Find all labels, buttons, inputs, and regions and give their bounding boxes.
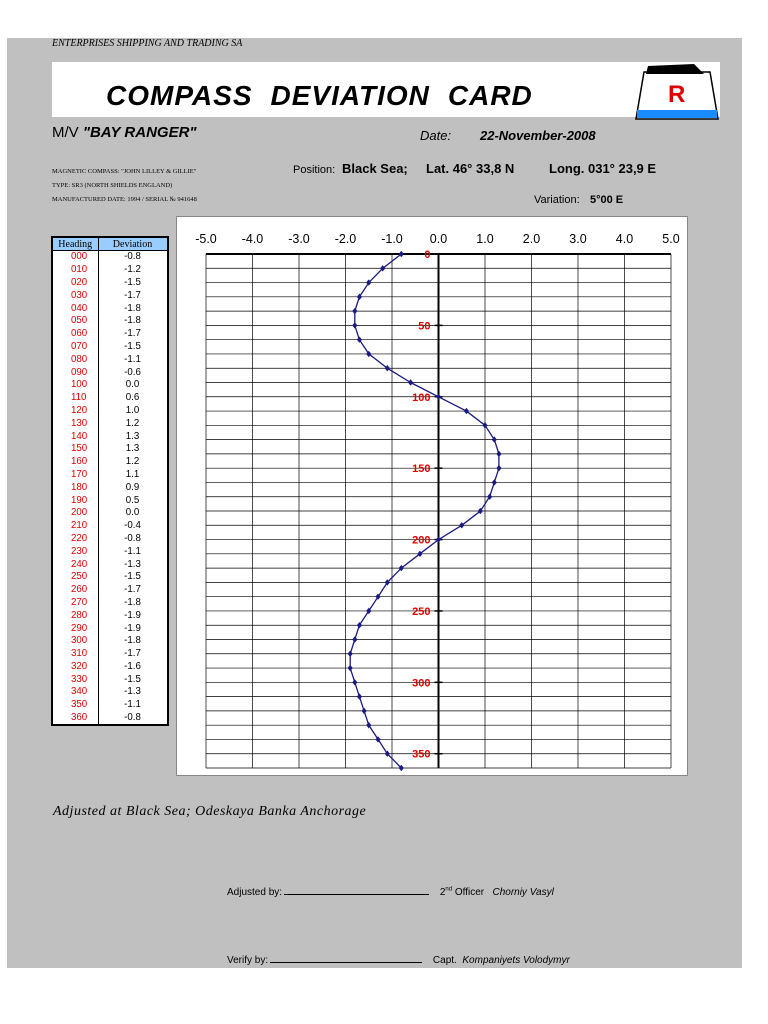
x-tick-label: -1.0: [381, 232, 403, 246]
deviation-cell: 1.3: [98, 443, 168, 456]
x-tick-label: 4.0: [615, 232, 634, 246]
chart-frame: [177, 217, 688, 776]
table-row: [52, 469, 168, 482]
table-row: [52, 456, 168, 469]
table-row: [52, 289, 168, 302]
heading-cell: 320: [52, 661, 98, 674]
deviation-cell: 1.2: [98, 456, 168, 469]
heading-cell: 070: [52, 341, 98, 354]
heading-cell: 150: [52, 443, 98, 456]
y-tick-label: 300: [412, 677, 431, 690]
adjusted-by-signature: [227, 885, 554, 898]
heading-cell: 030: [52, 289, 98, 302]
deviation-cell: -1.7: [98, 648, 168, 661]
date-value: 22-November-2008: [480, 128, 596, 143]
verify-by-rank: Capt.: [432, 955, 457, 966]
deviation-cell: -1.3: [98, 686, 168, 699]
table-row: [52, 571, 168, 584]
deviation-cell: -1.6: [98, 661, 168, 674]
y-tick-label: 150: [412, 463, 431, 476]
adjusted-by-name: Chorniy Vasyl: [492, 887, 554, 898]
variation-label: Variation:: [534, 194, 580, 206]
heading-cell: 190: [52, 494, 98, 507]
heading-cell: 090: [52, 366, 98, 379]
heading-cell: 000: [52, 251, 98, 264]
deviation-column-header: Deviation: [98, 237, 168, 251]
deviation-cell: -0.8: [98, 533, 168, 546]
heading-cell: 130: [52, 417, 98, 430]
deviation-cell: -1.8: [98, 635, 168, 648]
table-row: [52, 443, 168, 456]
table-row: [52, 353, 168, 366]
company-name: ENTERPRISES SHIPPING AND TRADING SA: [52, 38, 243, 49]
position-label: Position:: [293, 164, 336, 176]
deviation-cell: -1.1: [98, 353, 168, 366]
heading-cell: 290: [52, 622, 98, 635]
heading-cell: 350: [52, 699, 98, 712]
deviation-cell: 1.1: [98, 469, 168, 482]
table-row: [52, 264, 168, 277]
deviation-cell: -1.5: [98, 571, 168, 584]
deviation-cell: -1.1: [98, 699, 168, 712]
title-word-2: DEVIATION: [270, 80, 430, 111]
x-tick-label: 5.0: [662, 232, 680, 246]
table-row: [52, 648, 168, 661]
deviation-cell: -1.7: [98, 328, 168, 341]
card-title: [106, 80, 551, 112]
deviation-cell: 0.0: [98, 507, 168, 520]
deviation-cell: 0.9: [98, 481, 168, 494]
deviation-cell: -1.5: [98, 673, 168, 686]
longitude: Long. 031° 23,9 E: [549, 161, 657, 176]
deviation-cell: -1.3: [98, 558, 168, 571]
table-row: [52, 430, 168, 443]
deviation-cell: 0.6: [98, 392, 168, 405]
heading-cell: 260: [52, 584, 98, 597]
deviation-cell: -1.7: [98, 584, 168, 597]
x-tick-label: 3.0: [569, 232, 587, 246]
table-row: [52, 277, 168, 290]
heading-column-header: Heading: [52, 237, 98, 251]
table-row: [52, 520, 168, 533]
heading-cell: 020: [52, 277, 98, 290]
heading-cell: 340: [52, 686, 98, 699]
verify-by-name: Kompaniyets Volodymyr: [462, 955, 570, 966]
table-row: [52, 405, 168, 418]
heading-cell: 140: [52, 430, 98, 443]
deviation-cell: -1.2: [98, 264, 168, 277]
deviation-cell: -0.6: [98, 366, 168, 379]
deviation-cell: -1.5: [98, 277, 168, 290]
heading-cell: 280: [52, 609, 98, 622]
deviation-cell: 0.0: [98, 379, 168, 392]
position-value: Black Sea;: [342, 161, 408, 176]
table-row: [52, 417, 168, 430]
table-row: [52, 379, 168, 392]
table-row: [52, 481, 168, 494]
deviation-cell: -1.9: [98, 622, 168, 635]
deviation-table: [51, 236, 169, 726]
heading-cell: 360: [52, 712, 98, 726]
heading-cell: 120: [52, 405, 98, 418]
deviation-cell: -0.8: [98, 251, 168, 264]
y-tick-label: 350: [412, 748, 431, 761]
deviation-cell: -1.8: [98, 302, 168, 315]
deviation-cell: 1.2: [98, 417, 168, 430]
table-row: [52, 341, 168, 354]
deviation-cell: 1.3: [98, 430, 168, 443]
logo-letter: R: [668, 81, 686, 108]
date-label: Date:: [420, 128, 452, 143]
deviation-cell: -1.8: [98, 315, 168, 328]
deviation-cell: -1.8: [98, 597, 168, 610]
adjusted-by-rank: 2nd Officer: [439, 886, 485, 898]
heading-cell: 210: [52, 520, 98, 533]
deviation-cell: -1.1: [98, 545, 168, 558]
heading-cell: 300: [52, 635, 98, 648]
deviation-cell: 0.5: [98, 494, 168, 507]
table-row: [52, 597, 168, 610]
deviation-cell: -0.8: [98, 712, 168, 726]
company-logo: [634, 62, 720, 122]
variation-value: 5°00 E: [590, 194, 624, 206]
deviation-cell: -1.5: [98, 341, 168, 354]
heading-cell: 100: [52, 379, 98, 392]
verify-by-signature: [227, 953, 570, 966]
table-row: [52, 584, 168, 597]
heading-cell: 250: [52, 571, 98, 584]
x-tick-label: -3.0: [288, 232, 310, 246]
x-tick-label: -4.0: [241, 232, 264, 246]
table-row: [52, 494, 168, 507]
table-row: [52, 302, 168, 315]
y-tick-label: 250: [412, 605, 431, 618]
title-word-3: CARD: [447, 80, 533, 111]
deviation-chart: [176, 216, 688, 776]
heading-cell: 310: [52, 648, 98, 661]
y-tick-label: 50: [418, 320, 431, 333]
heading-cell: 010: [52, 264, 98, 277]
y-tick-label: 0: [424, 249, 431, 261]
x-tick-label: -5.0: [195, 232, 217, 246]
deviation-cell: 1.0: [98, 405, 168, 418]
table-row: [52, 661, 168, 674]
table-row: [52, 507, 168, 520]
table-row: [52, 673, 168, 686]
deviation-table-body: [52, 251, 168, 726]
verify-by-label: Verify by:: [227, 955, 269, 966]
table-row: [52, 251, 168, 264]
table-row: [52, 392, 168, 405]
compass-type: TYPE: SR3 (NORTH SHIELDS ENGLAND): [52, 182, 173, 189]
x-tick-label: 1.0: [476, 232, 494, 246]
heading-cell: 230: [52, 545, 98, 558]
heading-cell: 170: [52, 469, 98, 482]
heading-cell: 220: [52, 533, 98, 546]
heading-cell: 080: [52, 353, 98, 366]
y-tick-label: 200: [412, 534, 431, 547]
table-row: [52, 545, 168, 558]
latitude: Lat. 46° 33,8 N: [426, 161, 515, 176]
verify-by-signature-line: [270, 953, 422, 963]
deviation-cell: -1.9: [98, 609, 168, 622]
heading-cell: 240: [52, 558, 98, 571]
heading-cell: 060: [52, 328, 98, 341]
heading-cell: 330: [52, 673, 98, 686]
adjusted-by-label: Adjusted by:: [227, 887, 283, 898]
adjusted-by-signature-line: [284, 885, 429, 895]
vessel-title: "BAY RANGER": [82, 124, 197, 141]
table-row: [52, 328, 168, 341]
heading-cell: 180: [52, 481, 98, 494]
deviation-cell: -0.4: [98, 520, 168, 533]
x-tick-label: -2.0: [334, 232, 357, 246]
heading-cell: 110: [52, 392, 98, 405]
table-row: [52, 712, 168, 726]
deviation-cell: -1.7: [98, 289, 168, 302]
x-tick-label: 0.0: [429, 232, 448, 246]
table-row: [52, 558, 168, 571]
heading-cell: 160: [52, 456, 98, 469]
table-row: [52, 609, 168, 622]
table-row: [52, 635, 168, 648]
heading-cell: 040: [52, 302, 98, 315]
compass-serial: MANUFACTURED DATE: 1994 / SERIAL № 941648: [52, 196, 197, 203]
vessel-name: [52, 124, 197, 141]
table-row: [52, 366, 168, 379]
table-row: [52, 622, 168, 635]
y-tick-label: 100: [412, 391, 431, 404]
table-row: [52, 686, 168, 699]
table-row: [52, 699, 168, 712]
heading-cell: 270: [52, 597, 98, 610]
x-tick-label: 2.0: [522, 232, 541, 246]
title-word-1: COMPASS: [106, 80, 253, 111]
table-row: [52, 315, 168, 328]
table-row: [52, 533, 168, 546]
vessel-prefix: M/V: [52, 124, 79, 141]
adjustment-location: Adjusted at Black Sea; Odeskaya Banka Anchorage: [53, 804, 367, 819]
compass-maker: MAGNETIC COMPASS: "JOHN LILLEY & GILLIE": [52, 168, 197, 175]
heading-cell: 200: [52, 507, 98, 520]
heading-cell: 050: [52, 315, 98, 328]
